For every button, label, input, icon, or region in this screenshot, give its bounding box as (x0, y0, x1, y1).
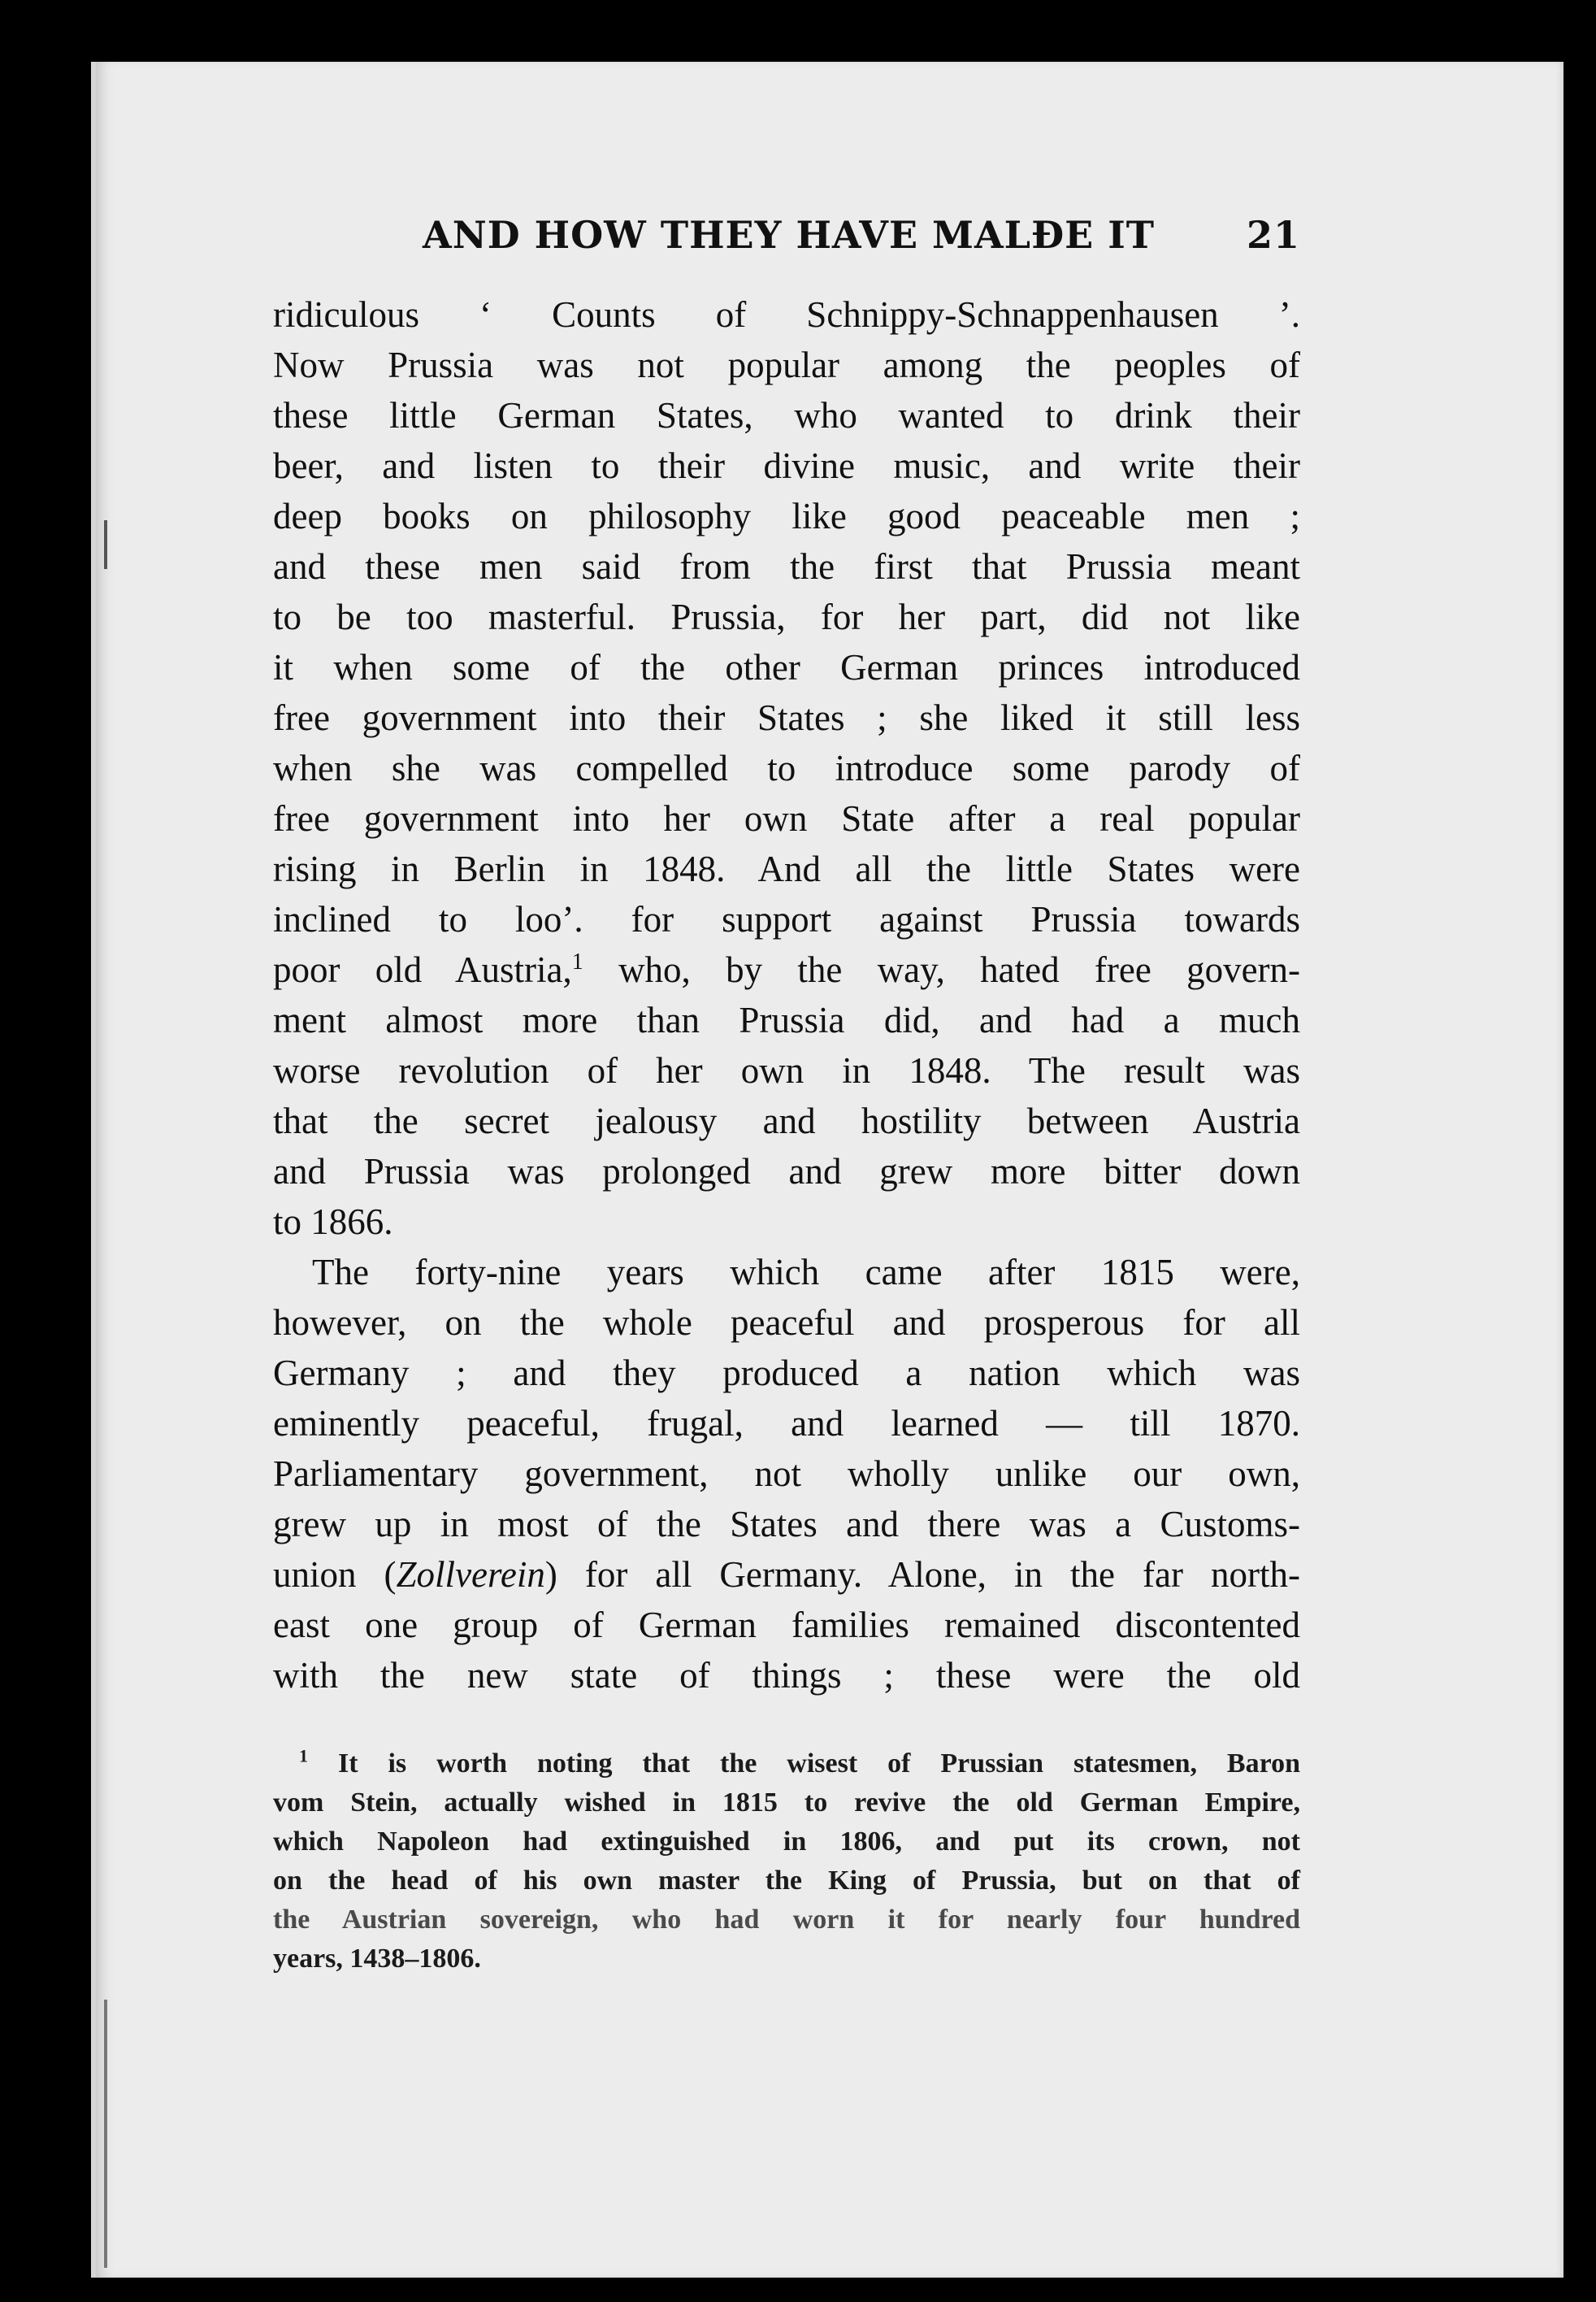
text-line: with the new state of things ; these were the old (273, 1655, 1300, 1696)
footnote (273, 1744, 1300, 1978)
italic-term: Zollverein (396, 1554, 545, 1595)
text-line: free government into their States ; she liked it still less (273, 697, 1300, 738)
running-header (423, 213, 1300, 263)
text-line (273, 1549, 1300, 1600)
text-line: ridiculous ‘ Counts of Schnippy-Schnappenhausen ’. (273, 294, 1300, 335)
text-line: Germany ; and they produced a nation which was (273, 1353, 1300, 1393)
text-line: Now Prussia was not popular among the peoples of (273, 345, 1300, 385)
text-line: Parliamentary government, not wholly unlike our own, (273, 1453, 1300, 1494)
body-text (273, 289, 1300, 1700)
text-fragment: union ( (273, 1554, 397, 1595)
text-line: to be too masterful. Prussia, for her part, did not like (273, 597, 1300, 637)
footnote-line: on the head of his own master the King of Prussia, but on that of (273, 1865, 1300, 1896)
footnote-line: vom Stein, actually wished in 1815 to revive the old German Empire, (273, 1787, 1300, 1818)
text-line: free government into her own State after a real popular (273, 798, 1300, 839)
footnote-line: which Napoleon had extinguished in 1806, and put its crown, not (273, 1826, 1300, 1857)
gutter-scan-mark (104, 2000, 107, 2268)
text-line: to 1866. (273, 1201, 393, 1242)
text-line: rising in Berlin in 1848. And all the little States were (273, 849, 1300, 889)
page-number: 21 (1246, 213, 1300, 257)
text-line: beer, and listen to their divine music, and write their (273, 445, 1300, 486)
text-fragment: who, by the way, hated free govern- (618, 949, 1301, 990)
gutter-scan-mark (104, 520, 107, 569)
text-line: and Prussia was prolonged and grew more bitter down (273, 1151, 1300, 1192)
text-fragment: It is worth noting that the wisest of Prussian statesmen, Baron (337, 1748, 1300, 1779)
running-title: AND HOW THEY HAVE MALÐE IT (423, 213, 1156, 257)
text-line: ment almost more than Prussia did, and had a much (273, 1000, 1300, 1040)
text-fragment: poor old Austria, (273, 949, 572, 990)
footnote-line: the Austrian sovereign, who had worn it for nearly four hundred (273, 1905, 1300, 1935)
text-fragment: ) for all Germany. Alone, in the far north- (544, 1554, 1300, 1595)
text-line: worse revolution of her own in 1848. The result was (273, 1050, 1300, 1091)
text-line: deep books on philosophy like good peaceable men ; (273, 496, 1300, 536)
text-line: when she was compelled to introduce some parody of (273, 748, 1300, 788)
footnote-marker: 1 (299, 1745, 308, 1766)
text-line: The forty-nine years which came after 1815 were, (312, 1252, 1300, 1292)
footnote-line: years, 1438–1806. (273, 1944, 481, 1974)
text-line: grew up in most of the States and there was a Customs- (273, 1504, 1300, 1544)
text-line: however, on the whole peaceful and prosperous for all (273, 1302, 1300, 1343)
text-line: east one group of German families remained discontented (273, 1605, 1300, 1645)
text-line: these little German States, who wanted to drink their (273, 395, 1300, 436)
footnote-reference: 1 (571, 949, 583, 975)
text-line: eminently peaceful, frugal, and learned — till 1870. (273, 1403, 1300, 1444)
text-line: and these men said from the first that Prussia meant (273, 546, 1300, 587)
text-line: that the secret jealousy and hostility between Austria (273, 1101, 1300, 1141)
text-line: it when some of the other German princes introduced (273, 647, 1300, 688)
footnote-line (273, 1744, 1300, 1783)
text-line: inclined to looʼ. for support against Prussia towards (273, 899, 1300, 940)
text-line (273, 945, 1300, 995)
